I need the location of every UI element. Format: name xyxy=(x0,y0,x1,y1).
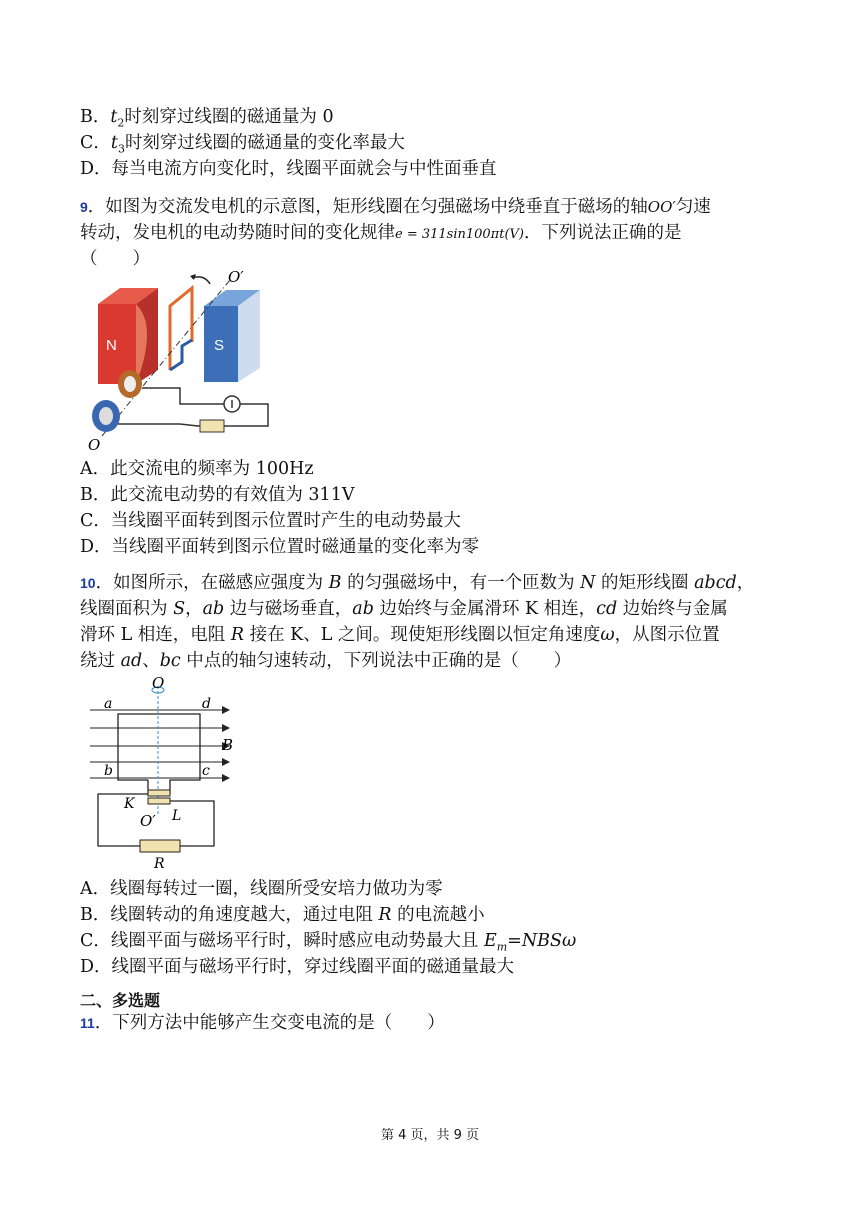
corner-d-label: d xyxy=(202,696,211,712)
q10-option-a: A．线圈每转过一圈，线圈所受安培力做功为零 xyxy=(80,879,443,899)
q8-option-c: C．$t_3$时刻穿过线圈的磁通量的变化率最大 xyxy=(80,133,405,156)
q9-option-a: A．此交流电的频率为 100Hz xyxy=(80,459,314,479)
q10-option-b: B．线圈转动的角速度越大，通过电阻 R 的电流越小 xyxy=(80,905,485,925)
slip-ring-k-label: K xyxy=(124,796,135,812)
section-heading: 二、多选题 xyxy=(80,991,161,1010)
axis-label-top: O xyxy=(152,676,165,692)
corner-a-label: a xyxy=(104,696,113,712)
q10-stem-line1: 10．如图所示，在磁感应强度为 B 的匀强磁场中，有一个匝数为 N 的矩形线圈 abcd， xyxy=(80,573,755,593)
q11-number: 11 xyxy=(80,1015,95,1031)
q9-stem-line2: 转动，发电机的电动势随时间的变化规律e = 311sin100πt(V)．下列说法正确的是 xyxy=(80,223,682,243)
q10-coil-figure xyxy=(86,676,256,872)
axis-label-bottom: O′ xyxy=(140,812,156,830)
axis-bottom-label: O xyxy=(88,436,101,454)
q9-option-d: D．当线圈平面转到图示位置时磁通量的变化率为零 xyxy=(80,537,480,557)
q10-number: 10 xyxy=(80,575,96,591)
q8-option-d: D．每当电流方向变化时，线圈平面就会与中性面垂直 xyxy=(80,159,497,179)
q9-number: 9 xyxy=(80,199,88,215)
s-pole-label: S xyxy=(214,337,225,354)
corner-c-label: c xyxy=(202,763,210,779)
axis-top-label: O′ xyxy=(228,268,244,286)
corner-b-label: b xyxy=(104,763,113,779)
q10-option-d: D．线圈平面与磁场平行时，穿过线圈平面的磁通量最大 xyxy=(80,957,515,977)
q9-option-b: B．此交流电动势的有效值为 311V xyxy=(80,485,355,505)
q11-stem: 11．下列方法中能够产生交变电流的是（ ） xyxy=(80,1013,445,1033)
n-pole-label: N xyxy=(106,337,117,354)
q8-option-b: B．$t_2$时刻穿过线圈的磁通量为 0 xyxy=(80,107,334,130)
page-footer: 第 4 页，共 9 页 xyxy=(380,1128,480,1143)
resistor-label: R xyxy=(154,856,165,872)
q10-stem-line4: 绕过 ad、bc 中点的轴匀速转动，下列说法中正确的是（ ） xyxy=(80,651,572,671)
slip-ring-l-label: L xyxy=(172,808,182,824)
q9-option-c: C．当线圈平面转到图示位置时产生的电动势最大 xyxy=(80,511,461,531)
q9-stem-line1: 9．如图为交流发电机的示意图，矩形线圈在匀强磁场中绕垂直于磁场的轴OO′匀速 xyxy=(80,197,711,217)
q9-generator-figure xyxy=(80,266,280,456)
q9-formula: e = 311sin100πt(V) xyxy=(395,227,524,242)
q10-stem-line3: 滑环 L 相连，电阻 R 接在 K、L 之间。现使矩形线圈以恒定角速度ω，从图示位置 xyxy=(80,625,720,645)
q9-bracket: （ ） xyxy=(80,249,150,269)
q10-option-c: C．线圈平面与磁场平行时，瞬时感应电动势最大且 $E_m=NBS\omega$ xyxy=(80,931,577,954)
q10-stem-line2: 线圈面积为 S，ab 边与磁场垂直，ab 边始终与金属滑环 K 相连，cd 边始终与金属 xyxy=(80,599,728,619)
field-b-label: B xyxy=(222,736,234,754)
